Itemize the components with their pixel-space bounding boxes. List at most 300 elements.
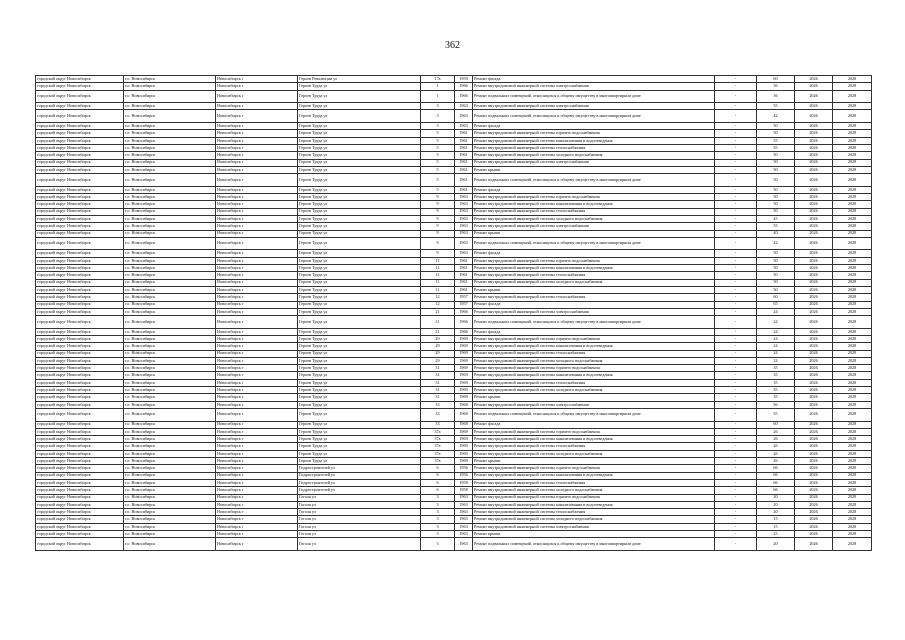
cell-house: 5	[421, 130, 455, 137]
cell-settlement: г.о. Новосибирск	[124, 458, 216, 465]
table-row	[36, 159, 872, 166]
table-row	[36, 531, 872, 538]
cell-year: 1963	[455, 110, 473, 123]
cell-cost: 24	[757, 308, 795, 315]
cell-plan_end: 2028	[833, 308, 872, 315]
cell-plan_start: 2026	[795, 308, 833, 315]
cell-cost: 50	[757, 265, 795, 272]
cell-cost: 24	[757, 343, 795, 350]
cell-cost: 15	[757, 523, 795, 530]
cell-settlement: г.о. Новосибирск	[124, 428, 216, 435]
cell-city: Новосибирск г	[216, 237, 298, 250]
table-row	[36, 110, 872, 123]
cell-settlement: г.о. Новосибирск	[124, 90, 216, 103]
cell-work: Ремонт внутридомовой инженерной системы теплоснабжения	[473, 208, 715, 215]
cell-settlement: г.о. Новосибирск	[124, 316, 216, 329]
cell-street: Героев Труда ул	[298, 335, 421, 342]
cell-city: Новосибирск г	[216, 137, 298, 144]
cell-settlement: г.о. Новосибирск	[124, 208, 216, 215]
cell-cost: 50	[757, 123, 795, 130]
cell-plan_start: 2026	[795, 379, 833, 386]
cell-work: Ремонт внутридомовой инженерной системы канализования и водоотведения	[473, 436, 715, 443]
cell-work: Ремонт крыши	[473, 230, 715, 237]
cell-plan_end: 2028	[833, 408, 872, 421]
cell-work: Ремонт внутридомовой инженерной системы теплоснабжения	[473, 272, 715, 279]
cell-cost: 24	[757, 328, 795, 335]
table-row	[36, 487, 872, 494]
cell-plan_end: 2028	[833, 123, 872, 130]
cell-street: Героев Труда ул	[298, 123, 421, 130]
cell-work: Ремонт внутридомовой инженерной системы холодного водоснабжения	[473, 487, 715, 494]
cell-plan_end: 2028	[833, 144, 872, 151]
cell-city: Новосибирск г	[216, 186, 298, 193]
cell-city: Новосибирск г	[216, 265, 298, 272]
table-row	[36, 387, 872, 394]
cell-plan_end: 2028	[833, 428, 872, 435]
cell-work: Ремонт фасада	[473, 76, 715, 83]
cell-house: 11	[421, 286, 455, 293]
cell-street: Героев Труда ул	[298, 408, 421, 421]
cell-plan_start: 2026	[795, 387, 833, 394]
cell-work: Ремонт внутридомовой инженерной системы электроснабжения	[473, 223, 715, 230]
cell-plan_start: 2026	[795, 237, 833, 250]
cell-municipality: городской округ Новосибирск	[36, 201, 124, 208]
cell-plan_start: 2026	[795, 279, 833, 286]
cell-dash: -	[715, 208, 757, 215]
cell-settlement: г.о. Новосибирск	[124, 365, 216, 372]
cell-work: Ремонт крыши	[473, 458, 715, 465]
cell-cost: 20	[757, 509, 795, 516]
cell-plan_end: 2028	[833, 257, 872, 264]
cell-city: Новосибирск г	[216, 250, 298, 257]
cell-year: 1956	[455, 465, 473, 472]
cell-city: Новосибирск г	[216, 166, 298, 173]
cell-cost: 50	[757, 279, 795, 286]
cell-work: Ремонт фасада	[473, 328, 715, 335]
cell-year: 1963	[455, 501, 473, 508]
cell-house: 9	[421, 237, 455, 250]
cell-cost: 55	[757, 103, 795, 110]
cell-street: Героев Труда ул	[298, 350, 421, 357]
cell-house: 31	[421, 387, 455, 394]
cell-plan_start: 2026	[795, 166, 833, 173]
table-row	[36, 408, 872, 421]
cell-city: Новосибирск г	[216, 308, 298, 315]
cell-house: 9	[421, 194, 455, 201]
cell-plan_start: 2026	[795, 450, 833, 457]
cell-city: Новосибирск г	[216, 83, 298, 90]
cell-settlement: г.о. Новосибирск	[124, 294, 216, 301]
cell-plan_end: 2028	[833, 365, 872, 372]
cell-dash: -	[715, 90, 757, 103]
cell-city: Новосибирск г	[216, 144, 298, 151]
cell-street: Героев Труда ул	[298, 215, 421, 222]
cell-street: Героев Труда ул	[298, 428, 421, 435]
cell-year: 1969	[455, 394, 473, 401]
cell-plan_end: 2028	[833, 265, 872, 272]
table-row	[36, 458, 872, 465]
cell-house: 5	[421, 152, 455, 159]
table-row	[36, 186, 872, 193]
cell-plan_end: 2028	[833, 328, 872, 335]
table-row	[36, 472, 872, 479]
cell-house: 37а	[421, 450, 455, 457]
cell-plan_end: 2028	[833, 83, 872, 90]
cell-house: 9	[421, 208, 455, 215]
cell-house: 3	[421, 516, 455, 523]
cell-plan_end: 2028	[833, 501, 872, 508]
cell-street: Героев Труда ул	[298, 328, 421, 335]
cell-plan_start: 2026	[795, 294, 833, 301]
cell-dash: -	[715, 479, 757, 486]
table-row	[36, 130, 872, 137]
cell-settlement: г.о. Новосибирск	[124, 201, 216, 208]
cell-street: Героев Труда ул	[298, 365, 421, 372]
cell-settlement: г.о. Новосибирск	[124, 509, 216, 516]
cell-street: Гидростроителей ул	[298, 465, 421, 472]
table-row	[36, 443, 872, 450]
cell-plan_start: 2026	[795, 223, 833, 230]
cell-dash: -	[715, 387, 757, 394]
cell-year: 1961	[455, 159, 473, 166]
cell-municipality: городской округ Новосибирск	[36, 272, 124, 279]
table-row	[36, 328, 872, 335]
cell-plan_start: 2026	[795, 174, 833, 187]
table-row	[36, 166, 872, 173]
table-row	[36, 83, 872, 90]
table-row	[36, 144, 872, 151]
cell-street: Героев Труда ул	[298, 186, 421, 193]
table-row	[36, 301, 872, 308]
cell-municipality: городской округ Новосибирск	[36, 265, 124, 272]
table-row	[36, 215, 872, 222]
cell-municipality: городской округ Новосибирск	[36, 294, 124, 301]
cell-house: 6	[421, 487, 455, 494]
cell-street: Героев Труда ул	[298, 372, 421, 379]
cell-municipality: городской округ Новосибирск	[36, 379, 124, 386]
cell-plan_end: 2028	[833, 103, 872, 110]
cell-dash: -	[715, 379, 757, 386]
cell-plan_start: 2026	[795, 408, 833, 421]
cell-municipality: городской округ Новосибирск	[36, 465, 124, 472]
table-row	[36, 372, 872, 379]
cell-plan_start: 2026	[795, 159, 833, 166]
cell-house: 37а	[421, 443, 455, 450]
cell-work: Ремонт крыши	[473, 394, 715, 401]
cell-work: Ремонт крыши	[473, 531, 715, 538]
cell-municipality: городской округ Новосибирск	[36, 130, 124, 137]
cell-plan_start: 2026	[795, 394, 833, 401]
cell-dash: -	[715, 436, 757, 443]
cell-plan_start: 2026	[795, 90, 833, 103]
cell-plan_end: 2028	[833, 194, 872, 201]
cell-house: 31	[421, 394, 455, 401]
cell-work: Ремонт подвальных помещений, относящихся к общему имуществу в многоквартирном доме	[473, 237, 715, 250]
cell-city: Новосибирск г	[216, 272, 298, 279]
cell-work: Ремонт внутридомовой инженерной системы электроснабжения	[473, 308, 715, 315]
cell-dash: -	[715, 428, 757, 435]
cell-city: Новосибирск г	[216, 379, 298, 386]
cell-work: Ремонт внутридомовой инженерной системы холодного водоснабжения	[473, 152, 715, 159]
cell-settlement: г.о. Новосибирск	[124, 472, 216, 479]
cell-dash: -	[715, 166, 757, 173]
cell-street: Героев Труда ул	[298, 394, 421, 401]
cell-settlement: г.о. Новосибирск	[124, 443, 216, 450]
cell-city: Новосибирск г	[216, 450, 298, 457]
cell-municipality: городской округ Новосибирск	[36, 316, 124, 329]
cell-year: 1966	[455, 83, 473, 90]
cell-year: 1969	[455, 365, 473, 372]
cell-street: Героев Труда ул	[298, 308, 421, 315]
cell-plan_end: 2028	[833, 509, 872, 516]
cell-plan_start: 2026	[795, 343, 833, 350]
cell-municipality: городской округ Новосибирск	[36, 250, 124, 257]
cell-plan_start: 2026	[795, 523, 833, 530]
cell-municipality: городской округ Новосибирск	[36, 123, 124, 130]
cell-year: 1961	[455, 174, 473, 187]
table-row	[36, 237, 872, 250]
cell-plan_start: 2026	[795, 123, 833, 130]
table-row	[36, 401, 872, 408]
table-row	[36, 223, 872, 230]
cell-house: 3	[421, 123, 455, 130]
cell-plan_start: 2026	[795, 509, 833, 516]
cell-plan_start: 2026	[795, 250, 833, 257]
cell-work: Ремонт внутридомовой инженерной системы канализования и водоотведения	[473, 472, 715, 479]
cell-municipality: городской округ Новосибирск	[36, 450, 124, 457]
cell-work: Ремонт внутридомовой инженерной системы теплоснабжения	[473, 479, 715, 486]
cell-plan_end: 2028	[833, 531, 872, 538]
cell-plan_start: 2026	[795, 487, 833, 494]
cell-settlement: г.о. Новосибирск	[124, 379, 216, 386]
cell-work: Ремонт внутридомовой инженерной системы горячего водоснабжения	[473, 335, 715, 342]
cell-year: 1966	[455, 308, 473, 315]
cell-dash: -	[715, 159, 757, 166]
cell-work: Ремонт фасада	[473, 186, 715, 193]
cell-municipality: городской округ Новосибирск	[36, 458, 124, 465]
cell-plan_end: 2028	[833, 458, 872, 465]
cell-work: Ремонт внутридомовой инженерной системы теплоснабжения	[473, 509, 715, 516]
cell-city: Новосибирск г	[216, 394, 298, 401]
cell-settlement: г.о. Новосибирск	[124, 186, 216, 193]
cell-cost: 50	[757, 257, 795, 264]
cell-cost: 60	[757, 294, 795, 301]
cell-dash: -	[715, 365, 757, 372]
cell-year: 1961	[455, 286, 473, 293]
cell-cost: 20	[757, 538, 795, 551]
cell-municipality: городской округ Новосибирск	[36, 421, 124, 428]
cell-dash: -	[715, 110, 757, 123]
cell-plan_start: 2026	[795, 76, 833, 83]
table-row	[36, 335, 872, 342]
cell-year: 1969	[455, 387, 473, 394]
table-row	[36, 343, 872, 350]
capital-repair-table	[35, 75, 872, 551]
cell-house: 29	[421, 335, 455, 342]
cell-work: Ремонт внутридомовой инженерной системы холодного водоснабжения	[473, 215, 715, 222]
table-row	[36, 509, 872, 516]
cell-dash: -	[715, 301, 757, 308]
cell-street: Героев Труда ул	[298, 83, 421, 90]
cell-year: 1969	[455, 450, 473, 457]
cell-work: Ремонт внутридомовой инженерной системы канализования и водоотведения	[473, 201, 715, 208]
cell-municipality: городской округ Новосибирск	[36, 343, 124, 350]
cell-plan_start: 2026	[795, 286, 833, 293]
cell-plan_start: 2026	[795, 144, 833, 151]
cell-cost: 55	[757, 408, 795, 421]
cell-street: Гоголя ул	[298, 531, 421, 538]
cell-cost: 50	[757, 159, 795, 166]
cell-work: Ремонт внутридомовой инженерной системы электроснабжения	[473, 103, 715, 110]
cell-dash: -	[715, 465, 757, 472]
cell-street: Героев Труда ул	[298, 436, 421, 443]
cell-municipality: городской округ Новосибирск	[36, 208, 124, 215]
cell-street: Героев Труда ул	[298, 316, 421, 329]
cell-dash: -	[715, 308, 757, 315]
cell-dash: -	[715, 103, 757, 110]
cell-year: 1963	[455, 523, 473, 530]
cell-year: 1961	[455, 152, 473, 159]
cell-year: 1959	[455, 76, 473, 83]
cell-plan_start: 2026	[795, 186, 833, 193]
cell-plan_start: 2026	[795, 130, 833, 137]
table-row	[36, 308, 872, 315]
cell-work: Ремонт внутридомовой инженерной системы горячего водоснабжения	[473, 428, 715, 435]
cell-work: Ремонт внутридомовой инженерной системы электроснабжения	[473, 83, 715, 90]
cell-municipality: городской округ Новосибирск	[36, 408, 124, 421]
cell-settlement: г.о. Новосибирск	[124, 103, 216, 110]
cell-city: Новосибирск г	[216, 208, 298, 215]
cell-house: 17а	[421, 76, 455, 83]
cell-work: Ремонт подвальных помещений, относящихся к общему имуществу в многоквартирном доме	[473, 408, 715, 421]
cell-municipality: городской округ Новосибирск	[36, 350, 124, 357]
cell-plan_start: 2026	[795, 230, 833, 237]
cell-house: 31	[421, 379, 455, 386]
cell-house: 9	[421, 201, 455, 208]
cell-house: 1	[421, 90, 455, 103]
cell-dash: -	[715, 76, 757, 83]
table-row	[36, 103, 872, 110]
cell-year: 1969	[455, 350, 473, 357]
table-row	[36, 436, 872, 443]
cell-work: Ремонт внутридомовой инженерной системы канализования и водоотведения	[473, 137, 715, 144]
cell-settlement: г.о. Новосибирск	[124, 387, 216, 394]
cell-municipality: городской округ Новосибирск	[36, 365, 124, 372]
cell-dash: -	[715, 531, 757, 538]
cell-year: 1963	[455, 194, 473, 201]
cell-plan_end: 2028	[833, 279, 872, 286]
table-row	[36, 523, 872, 530]
cell-settlement: г.о. Новосибирск	[124, 357, 216, 364]
cell-year: 1963	[455, 215, 473, 222]
cell-work: Ремонт подвальных помещений, относящихся к общему имуществу в многоквартирном доме	[473, 174, 715, 187]
cell-house: 37а	[421, 428, 455, 435]
cell-house: 5	[421, 159, 455, 166]
cell-settlement: г.о. Новосибирск	[124, 408, 216, 421]
cell-year: 1958	[455, 487, 473, 494]
cell-dash: -	[715, 215, 757, 222]
table-row	[36, 76, 872, 83]
cell-cost: 50	[757, 208, 795, 215]
cell-cost: 26	[757, 458, 795, 465]
cell-year: 1961	[455, 186, 473, 193]
cell-city: Новосибирск г	[216, 279, 298, 286]
cell-city: Новосибирск г	[216, 90, 298, 103]
table-row	[36, 90, 872, 103]
cell-city: Новосибирск г	[216, 257, 298, 264]
cell-settlement: г.о. Новосибирск	[124, 194, 216, 201]
cell-plan_start: 2026	[795, 538, 833, 551]
cell-cost: 35	[757, 372, 795, 379]
cell-settlement: г.о. Новосибирск	[124, 83, 216, 90]
cell-year: 1961	[455, 166, 473, 173]
table-row	[36, 230, 872, 237]
cell-work: Ремонт внутридомовой инженерной системы теплоснабжения	[473, 350, 715, 357]
table-row	[36, 152, 872, 159]
cell-city: Новосибирск г	[216, 350, 298, 357]
cell-street: Героев Труда ул	[298, 103, 421, 110]
cell-dash: -	[715, 230, 757, 237]
cell-street: Героев Труда ул	[298, 272, 421, 279]
cell-dash: -	[715, 494, 757, 501]
cell-city: Новосибирск г	[216, 458, 298, 465]
cell-dash: -	[715, 294, 757, 301]
cell-city: Новосибирск г	[216, 372, 298, 379]
cell-year: 1957	[455, 294, 473, 301]
cell-municipality: городской округ Новосибирск	[36, 286, 124, 293]
cell-plan_end: 2028	[833, 215, 872, 222]
cell-plan_end: 2028	[833, 237, 872, 250]
cell-plan_end: 2028	[833, 335, 872, 342]
cell-plan_end: 2028	[833, 166, 872, 173]
cell-plan_end: 2028	[833, 421, 872, 428]
table-row	[36, 479, 872, 486]
cell-house: 11	[421, 272, 455, 279]
cell-settlement: г.о. Новосибирск	[124, 516, 216, 523]
cell-settlement: г.о. Новосибирск	[124, 265, 216, 272]
cell-plan_start: 2026	[795, 83, 833, 90]
cell-settlement: г.о. Новосибирск	[124, 159, 216, 166]
cell-plan_start: 2026	[795, 110, 833, 123]
cell-municipality: городской округ Новосибирск	[36, 186, 124, 193]
cell-plan_start: 2026	[795, 465, 833, 472]
cell-city: Новосибирск г	[216, 76, 298, 83]
cell-plan_end: 2028	[833, 401, 872, 408]
cell-work: Ремонт внутридомовой инженерной системы горячего водоснабжения	[473, 257, 715, 264]
cell-street: Героев Труда ул	[298, 257, 421, 264]
cell-settlement: г.о. Новосибирск	[124, 487, 216, 494]
cell-house: 3	[421, 523, 455, 530]
cell-plan_end: 2028	[833, 472, 872, 479]
cell-house: 11	[421, 265, 455, 272]
cell-year: 1961	[455, 265, 473, 272]
cell-plan_end: 2028	[833, 250, 872, 257]
cell-settlement: г.о. Новосибирск	[124, 523, 216, 530]
cell-street: Героев Труда ул	[298, 166, 421, 173]
cell-year: 1961	[455, 144, 473, 151]
cell-city: Новосибирск г	[216, 159, 298, 166]
table-row	[36, 350, 872, 357]
cell-street: Героев Труда ул	[298, 294, 421, 301]
cell-cost: 50	[757, 166, 795, 173]
cell-cost: 50	[757, 174, 795, 187]
table-row	[36, 174, 872, 187]
cell-work: Ремонт внутридомовой инженерной системы горячего водоснабжения	[473, 494, 715, 501]
cell-street: Героев Труда ул	[298, 387, 421, 394]
cell-plan_start: 2026	[795, 201, 833, 208]
cell-plan_end: 2028	[833, 316, 872, 329]
cell-dash: -	[715, 201, 757, 208]
